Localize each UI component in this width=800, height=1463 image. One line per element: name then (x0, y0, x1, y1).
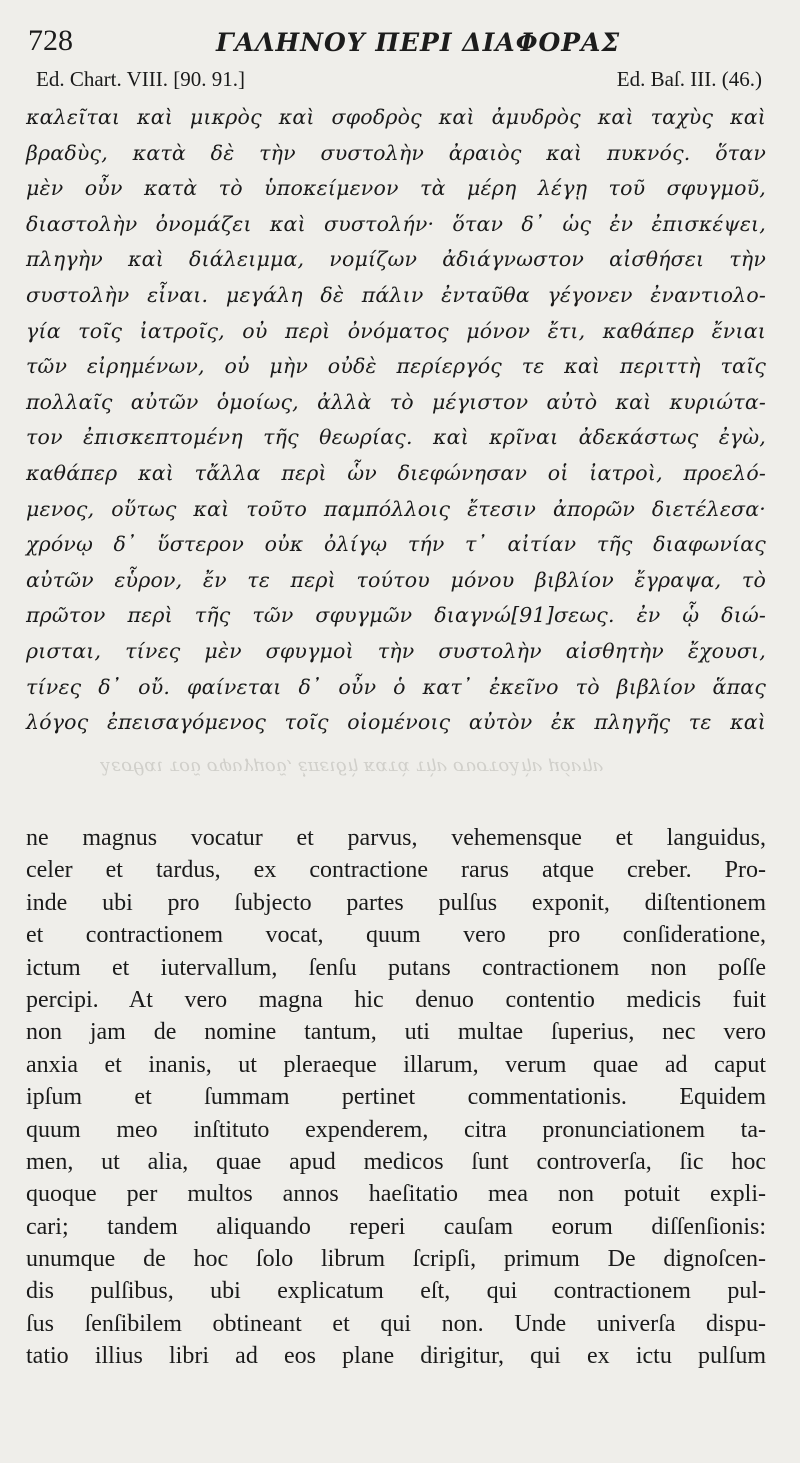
latin-text-line: ipſum et ſummam pertinet commentationis. Equidem (26, 1084, 766, 1111)
latin-text-line: unumque de hoc ſolo librum ſcripſi, primum De dignoſcen- (26, 1246, 766, 1273)
greek-text-line: καλεῖται καὶ μικρὸς καὶ σφοδρὸς καὶ ἀμυδρὸς καὶ ταχὺς καὶ (26, 105, 766, 129)
edition-reference-line (26, 67, 766, 95)
latin-text-line: ictum et iutervallum, ſenſu putans contractionem non poſſe (26, 954, 766, 981)
latin-text-line: men, ut alia, quae apud medicos ſunt controverſa, ſic hoc (26, 1148, 766, 1175)
greek-text-line: μὲν οὖν κατὰ τὸ ὑποκείμενον τὰ μέρη λέγῃ τοῦ σφυγμοῦ, (26, 176, 766, 201)
latin-text-line: percipi. At vero magna hic denuo contentio medicis fuit (26, 986, 766, 1013)
greek-text-line: πρῶτον περὶ τῆς τῶν σφυγμῶν διαγνώ[91]σεως. ἐν ᾧ διώ- (26, 603, 766, 628)
latin-text-line: non jam de nomine tantum, uti multae ſuperius, nec vero (26, 1019, 766, 1046)
greek-text-line: πολλαῖς αὐτῶν ὁμοίως, ἀλλὰ τὸ μέγιστον αὐτὸ καὶ κυριώτα- (26, 389, 766, 414)
greek-text-line: τῶν εἰρημένων, οὐ μὴν οὐδὲ περίεργός τε καὶ περιττὴ ταῖς (26, 354, 766, 379)
latin-text-line: quoque per multos annos haeſitatio mea non potuit expli- (26, 1181, 766, 1208)
latin-text-line: celer et tardus, ex contractione rarus atque creber. Pro- (26, 857, 766, 884)
greek-text-line: αὐτῶν εὗρον, ἔν τε περὶ τούτου μόνου βιβλίον ἔγραψα, τὸ (26, 567, 766, 592)
greek-text-block (26, 100, 766, 741)
greek-text-line: διαστολὴν ὀνομάζει καὶ συστολήν· ὅταν δ᾽ ὡς ἐν ἐπισκέψει, (26, 211, 766, 236)
greek-text-line: λόγος ἐπεισαγόμενος τοῖς οἰομένοις αὐτὸν ἐκ πληγῆς τε καὶ (26, 710, 766, 735)
latin-text-block (26, 822, 766, 1373)
latin-text-line: tatio illius libri ad eos plane dirigitur, qui ex ictu pulſum (26, 1343, 766, 1370)
greek-text-line: βραδὺς, κατὰ δὲ τὴν συστολὴν ἀραιὸς καὶ πυκνός. ὅταν (26, 140, 766, 165)
latin-text-line: ſus ſenſibilem obtineant et qui non. Unde univerſa dispu- (26, 1310, 766, 1337)
latin-text-line: et contractionem vocat, quum vero pro conſideratione, (26, 922, 766, 949)
bleed-through-text: λεσθαι τοῦ σφυγμοῦ, ἐπειδὴ κατὰ τὴν συστολὴν μόνην (100, 757, 604, 778)
greek-text-line: μενος, οὕτως καὶ τοῦτο παμπόλλοις ἔτεσιν ἀπορῶν διετέλεσα· (26, 496, 766, 521)
greek-text-line: τον ἐπισκεπτομένη τῆς θεωρίας. καὶ κρῖναι ἀδεκάστως ἐγὼ, (26, 425, 766, 450)
page-header (26, 24, 766, 64)
greek-text-line: συστολὴν εἶναι. μεγάλη δὲ πάλιν ἐνταῦθα γέγονεν ἐναντιολο- (26, 282, 766, 307)
latin-text-line: inde ubi pro ſubjecto partes pulſus exponit, diſtentionem (26, 889, 766, 916)
page-number: 728 (28, 24, 73, 57)
greek-text-line: χρόνῳ δ᾽ ὕστερον οὐκ ὀλίγῳ τήν τ᾽ αἰτίαν τῆς διαφωνίας (26, 532, 766, 557)
greek-text-line: καθάπερ καὶ τἄλλα περὶ ὧν διεφώνησαν οἱ ἰατροὶ, προελό- (26, 460, 766, 485)
greek-text-line: ρισται, τίνες μὲν σφυγμοὶ τὴν συστολὴν αἰσθητὴν ἔχουσι, (26, 638, 766, 663)
greek-text-line: πληγὴν καὶ διάλειμμα, νομίζων ἀδιάγνωστον αἰσθήσει τὴν (26, 247, 766, 272)
latin-text-line: dis pulſibus, ubi explicatum eſt, qui contractionem pul- (26, 1278, 766, 1305)
running-title: ΓΑΛΗΝΟΥ ΠΕΡΙ ΔΙΑΦΟΡΑΣ (216, 28, 621, 57)
greek-text-line: γία τοῖς ἰατροῖς, οὐ περὶ ὀνόματος μόνον ἔτι, καθάπερ ἔνιαι (26, 318, 766, 343)
edition-chartier-reference: Ed. Chart. VIII. [90. 91.] (36, 67, 245, 91)
latin-text-line: cari; tandem aliquando reperi cauſam eorum diſſenſionis: (26, 1213, 766, 1240)
latin-text-line: ne magnus vocatur et parvus, vehemensque et languidus, (26, 825, 766, 851)
greek-text-line: τίνες δ᾽ οὔ. φαίνεται δ᾽ οὖν ὁ κατ᾽ ἐκεῖνο τὸ βιβλίον ἅπας (26, 674, 766, 699)
latin-text-line: quum meo inſtituto expenderem, citra pronunciationem ta- (26, 1116, 766, 1143)
latin-text-line: anxia et inanis, ut pleraeque illarum, verum quae ad caput (26, 1051, 766, 1078)
edition-basel-reference: Ed. Baſ. III. (46.) (616, 67, 762, 91)
